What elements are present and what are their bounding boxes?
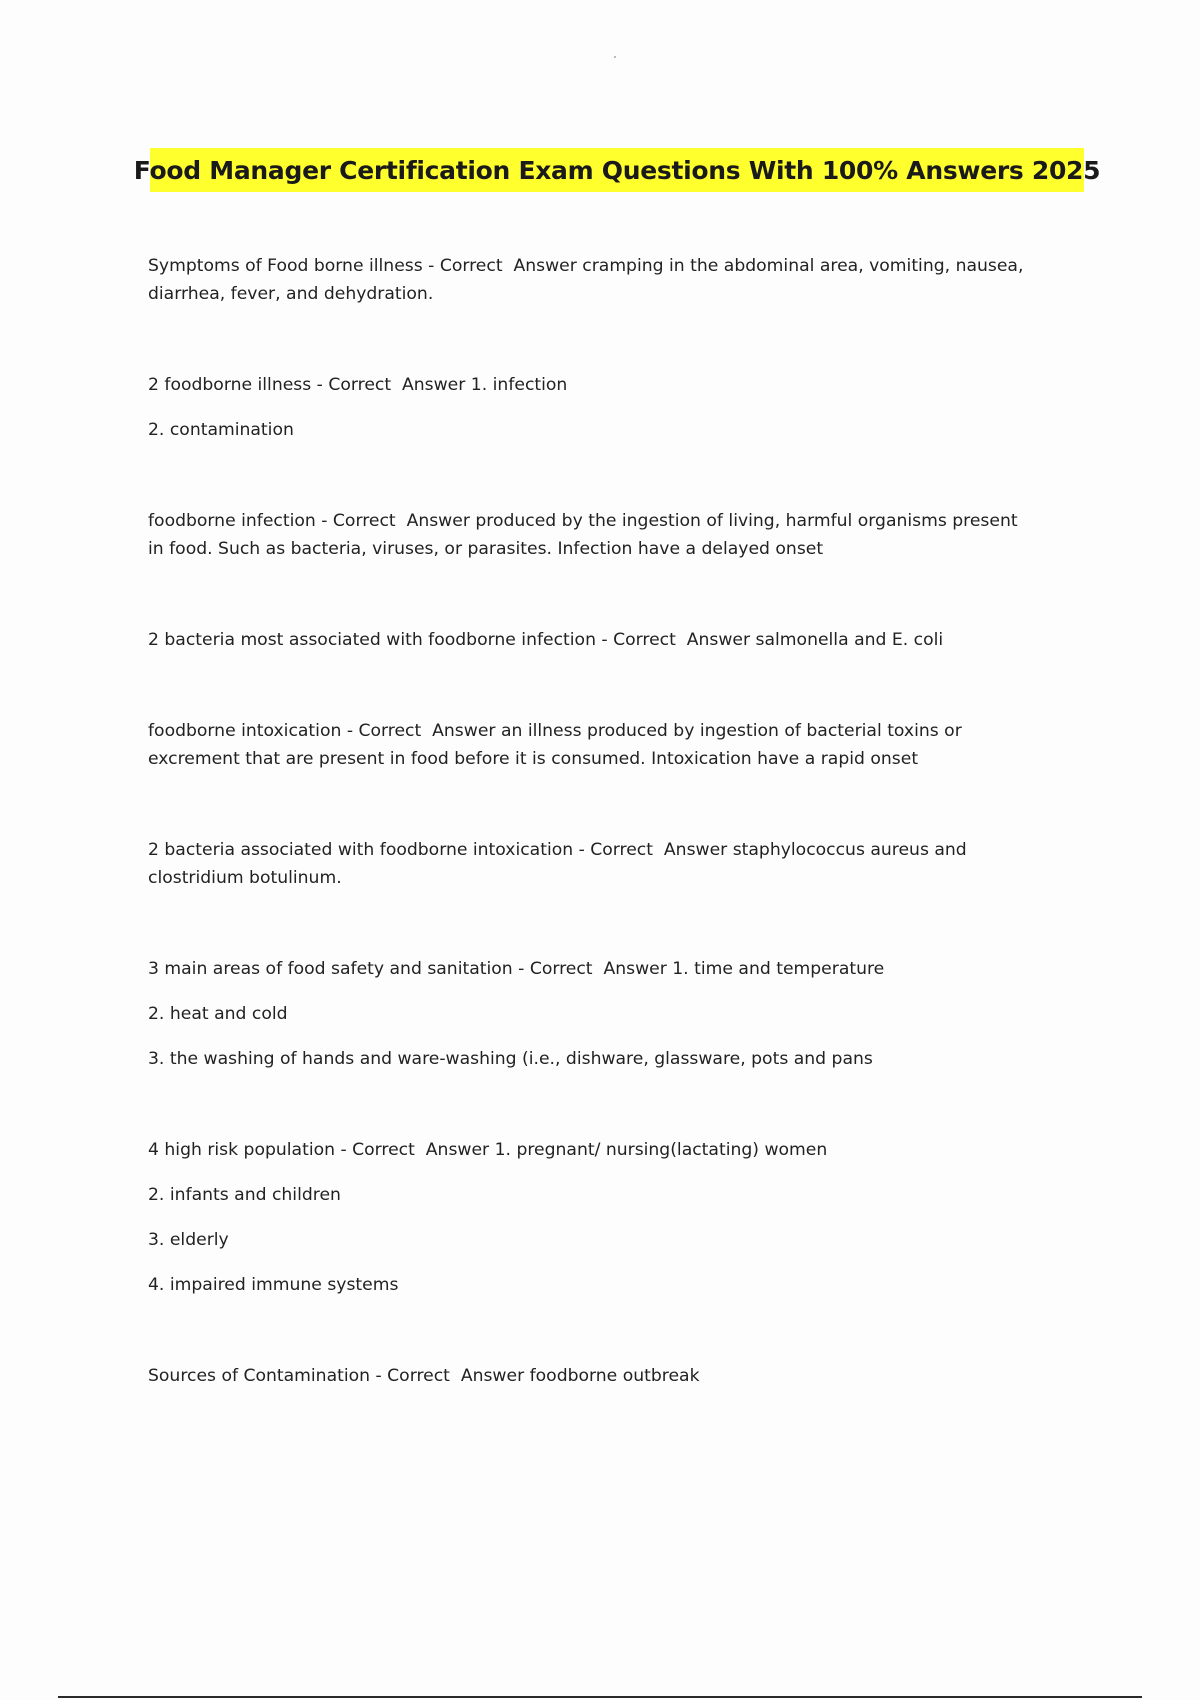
answer-label: Correct Answer: [328, 375, 466, 395]
qa-item-intoxication-bacteria: [148, 836, 1078, 892]
question-text: 4 high risk population -: [148, 1140, 347, 1160]
question-text: 2 foodborne illness -: [148, 375, 323, 395]
answer-label: Correct Answer: [529, 959, 667, 979]
answer-label: Correct Answer: [358, 721, 496, 741]
answer-text: foodborne outbreak: [529, 1366, 700, 1386]
qa-line: [148, 252, 1078, 280]
title-highlight: [133, 148, 1101, 192]
qa-item-infection-bacteria: [148, 626, 1078, 654]
qa-line: [148, 955, 1078, 983]
qa-line: [148, 626, 1078, 654]
answer-text: 1. time and temperature: [672, 959, 885, 979]
question-text: 3 main areas of food safety and sanitation -: [148, 959, 525, 979]
answer-list-item: 2. heat and cold: [148, 1004, 288, 1024]
answer-list-item: 3. elderly: [148, 1230, 229, 1250]
answer-list-item: 2. infants and children: [148, 1185, 341, 1205]
question-text: foodborne infection -: [148, 511, 328, 531]
answer-label: Correct Answer: [352, 1140, 490, 1160]
qa-line: [148, 717, 1078, 745]
answer-text: 1. pregnant/ nursing(lactating) women: [494, 1140, 828, 1160]
question-text: 2 bacteria most associated with foodborne infection -: [148, 630, 608, 650]
answer-label: Correct Answer: [332, 511, 470, 531]
answer-label: Correct Answer: [590, 840, 728, 860]
answer-text: an illness produced by ingestion of bacterial toxins or: [500, 721, 962, 741]
question-text: Symptoms of Food borne illness -: [148, 256, 435, 276]
qa-item-sources-contamination: [148, 1362, 1078, 1390]
answer-label: Correct Answer: [387, 1366, 525, 1386]
qa-line: [148, 1136, 1078, 1164]
qa-list: [148, 252, 1078, 1390]
qa-line: [148, 1362, 1078, 1390]
question-text: foodborne intoxication -: [148, 721, 354, 741]
qa-item-foodborne-illness: [148, 371, 1078, 444]
qa-item-foodborne-infection: [148, 507, 1078, 563]
answer-list-item: 2. contamination: [148, 420, 294, 440]
document-title: Food Manager Certification Exam Questions With 100% Answers 2025: [133, 155, 1101, 185]
answer-list-item: 3. the washing of hands and ware-washing (i.e., dishware, glassware, pots and pans: [148, 1049, 873, 1069]
question-text: Sources of Contamination -: [148, 1366, 382, 1386]
qa-line: [148, 507, 1078, 535]
qa-item-foodborne-intoxication: [148, 717, 1078, 773]
question-text: 2 bacteria associated with foodborne intoxication -: [148, 840, 585, 860]
answer-continuation: diarrhea, fever, and dehydration.: [148, 284, 434, 304]
answer-continuation: excrement that are present in food before it is consumed. Intoxication have a rapid onset: [148, 749, 919, 769]
answer-text: 1. infection: [470, 375, 568, 395]
qa-line: [148, 371, 1078, 399]
answer-label: Correct Answer: [439, 256, 577, 276]
qa-item-symptoms: [148, 252, 1078, 308]
footer-rule: [58, 1696, 1142, 1698]
answer-text: staphylococcus aureus and: [732, 840, 967, 860]
qa-item-food-safety-areas: [148, 955, 1078, 1073]
qa-line: [148, 836, 1078, 864]
answer-list-item: 4. impaired immune systems: [148, 1275, 399, 1295]
answer-text: produced by the ingestion of living, harmful organisms present: [475, 511, 1018, 531]
answer-continuation: in food. Such as bacteria, viruses, or parasites. Infection have a delayed onset: [148, 539, 824, 559]
answer-text: salmonella and E. coli: [755, 630, 944, 650]
answer-text: cramping in the abdominal area, vomiting, nausea,: [582, 256, 1024, 276]
answer-continuation: clostridium botulinum.: [148, 868, 342, 888]
answer-label: Correct Answer: [613, 630, 751, 650]
speck-mark: [614, 56, 616, 58]
qa-item-high-risk-population: [148, 1136, 1078, 1299]
